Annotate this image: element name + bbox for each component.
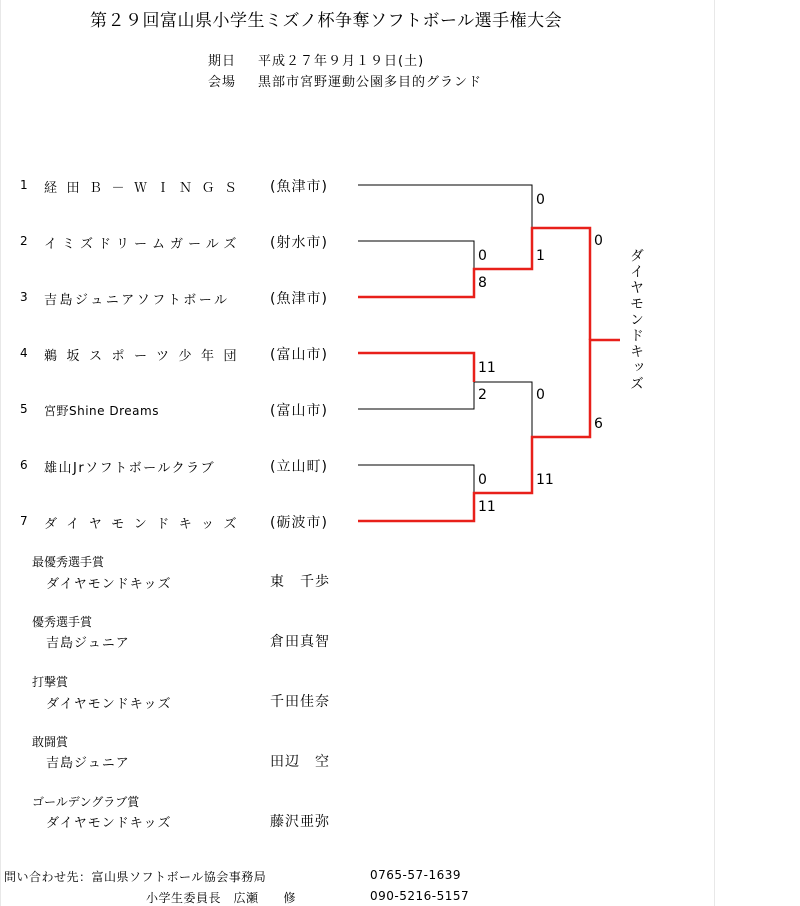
- score-r1-team7: 11: [478, 499, 496, 515]
- score-final-bottom: 6: [594, 416, 603, 432]
- venue-label: 会場: [208, 75, 237, 90]
- bracket-lines-black: [358, 185, 532, 493]
- score-r1-team6: 0: [478, 472, 487, 488]
- team-number: 7: [20, 514, 28, 528]
- team-number: 3: [20, 290, 28, 304]
- team-city: (立山町): [270, 459, 328, 475]
- score-sf-team4: 0: [536, 387, 545, 403]
- date-label: 期日: [208, 54, 237, 69]
- team-name: イミズドリームガールズ: [44, 237, 242, 252]
- award-team: 吉島ジュニア: [46, 636, 130, 651]
- award-player: 田辺 空: [270, 754, 330, 770]
- contact-phone: 0765-57-1639: [370, 868, 462, 882]
- committee-chair-phone: 090-5216-5157: [370, 889, 470, 903]
- team-name: ダイヤモンドキッズ: [44, 517, 246, 532]
- team-number: 6: [20, 458, 28, 472]
- team-number: 5: [20, 402, 28, 416]
- team-number: 2: [20, 234, 28, 248]
- team-city: (富山市): [270, 403, 328, 419]
- bracket-line-team2: [358, 241, 474, 270]
- award-team: ダイヤモンドキッズ: [46, 816, 172, 831]
- award-team: ダイヤモンドキッズ: [46, 577, 172, 592]
- winner-path-team4: [358, 353, 474, 382]
- award-team: 吉島ジュニア: [46, 756, 130, 771]
- bracket-line-team5: [358, 382, 474, 409]
- team-number: 1: [20, 178, 28, 192]
- team-number: 4: [20, 346, 28, 360]
- team-name: 宮野Shine Dreams: [44, 404, 159, 418]
- team-city: (砺波市): [270, 515, 328, 531]
- score-sf-team1: 0: [536, 192, 545, 208]
- award-title: 打撃賞: [32, 675, 69, 689]
- team-city: (魚津市): [270, 179, 328, 195]
- contact-label: 問い合わせ先：富山県ソフトボール協会事務局: [4, 870, 267, 884]
- team-name: 経田Ｂ－ＷＩＮＧＳ: [44, 181, 247, 196]
- score-final-top: 0: [594, 233, 603, 249]
- team-name: 雄山Jrソフトボールクラブ: [44, 461, 216, 476]
- page-title: 第２９回富山県小学生ミズノ杯争奪ソフトボール選手権大会: [90, 11, 563, 31]
- award-player: 倉田真智: [270, 634, 330, 650]
- score-r1-team4: 11: [478, 360, 496, 376]
- award-title: 最優秀選手賞: [32, 555, 105, 569]
- team-city: (魚津市): [270, 291, 328, 307]
- score-r1-team3: 8: [478, 275, 487, 291]
- team-name: 吉島ジュニアソフトボール: [44, 293, 230, 308]
- bracket-line-team6: [358, 465, 474, 493]
- team-name: 鵜坂スポーツ少年団: [44, 349, 246, 364]
- award-player: 東 千歩: [270, 574, 330, 590]
- score-sf-team7: 11: [536, 472, 554, 488]
- award-title: 敢闘賞: [32, 735, 69, 749]
- venue-value: 黒部市宮野運動公園多目的グランド: [258, 75, 483, 90]
- committee-chair: 小学生委員長 広瀬 修: [146, 891, 297, 905]
- bracket-line-team1: [358, 185, 532, 230]
- award-player: 千田佳奈: [270, 694, 330, 710]
- award-player: 藤沢亜弥: [270, 814, 330, 830]
- team-city: (富山市): [270, 347, 328, 363]
- date-value: 平成２７年９月１９日(土): [258, 54, 425, 69]
- award-title: 優秀選手賞: [32, 615, 93, 629]
- award-title: ゴールデングラブ賞: [32, 795, 140, 809]
- award-team: ダイヤモンドキッズ: [46, 697, 172, 712]
- score-r1-team2: 0: [478, 248, 487, 264]
- champion-name: ダイヤモンドキッズ: [628, 248, 644, 392]
- score-r1-team5: 2: [478, 387, 487, 403]
- team-city: (射水市): [270, 235, 328, 251]
- score-sf-team3: 1: [536, 248, 545, 264]
